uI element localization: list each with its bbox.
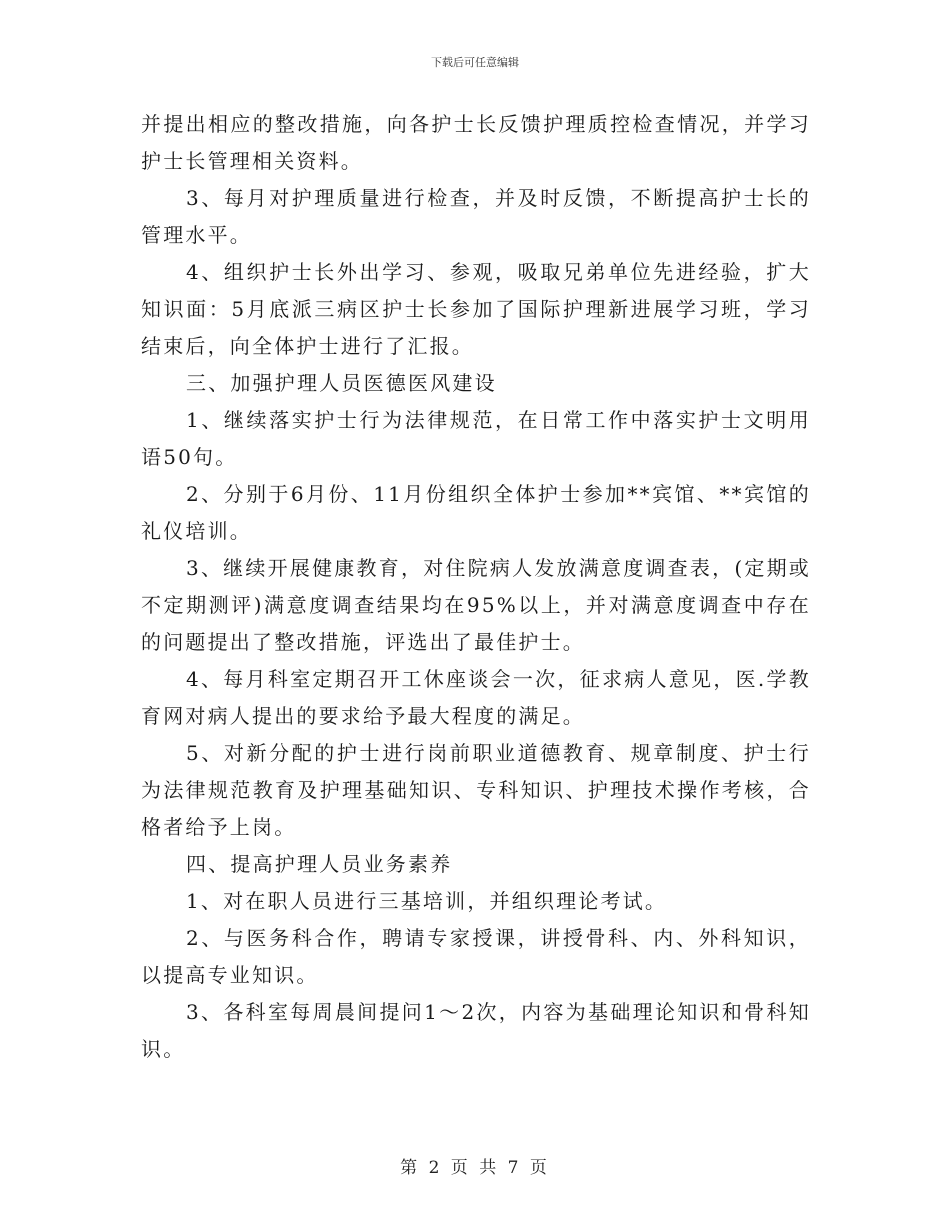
paragraph: 1、继续落实护士行为法律规范，在日常工作中落实护士文明用语50句。 [141, 408, 811, 469]
paragraph: 2、与医务科合作，聘请专家授课，讲授骨科、内、外科知识，以提高专业知识。 [141, 926, 811, 987]
page-header: 下载后可任意编辑 [431, 56, 519, 69]
paragraph: 1、对在职人员进行三基培训，并组织理论考试。 [186, 889, 668, 913]
paragraph: 3、各科室每周晨间提问1～2次，内容为基础理论知识和骨科知识。 [141, 1000, 811, 1061]
paragraph: 4、每月科室定期召开工休座谈会一次，征求病人意见，医.学教育网对病人提出的要求给予最大程度的满足。 [141, 667, 811, 728]
page-footer: 第 2 页 共 7 页 [400, 1158, 550, 1178]
paragraph: 并提出相应的整改措施，向各护士长反馈护理质控检查情况，并学习护士长管理相关资料。 [141, 112, 811, 173]
paragraph: 3、每月对护理质量进行检查，并及时反馈，不断提高护士长的管理水平。 [141, 186, 811, 247]
paragraph: 2、分别于6月份、11月份组织全体护士参加**宾馆、**宾馆的礼仪培训。 [141, 482, 811, 543]
paragraph: 5、对新分配的护士进行岗前职业道德教育、规章制度、护士行为法律规范教育及护理基础知识、专科知识、护理技术操作考核，合格者给予上岗。 [141, 741, 811, 839]
document-body [141, 106, 811, 1068]
section-heading: 四、提高护理人员业务素养 [186, 852, 453, 876]
paragraph: 3、继续开展健康教育，对住院病人发放满意度调查表，(定期或不定期测评)满意度调查结果均在95%以上，并对满意度调查中存在的问题提出了整改措施，评选出了最佳护士。 [141, 556, 811, 654]
section-heading: 三、加强护理人员医德医风建设 [186, 371, 497, 395]
paragraph: 4、组织护士长外出学习、参观，吸取兄弟单位先进经验，扩大知识面：5月底派三病区护士长参加了国际护理新进展学习班，学习结束后，向全体护士进行了汇报。 [141, 260, 811, 358]
